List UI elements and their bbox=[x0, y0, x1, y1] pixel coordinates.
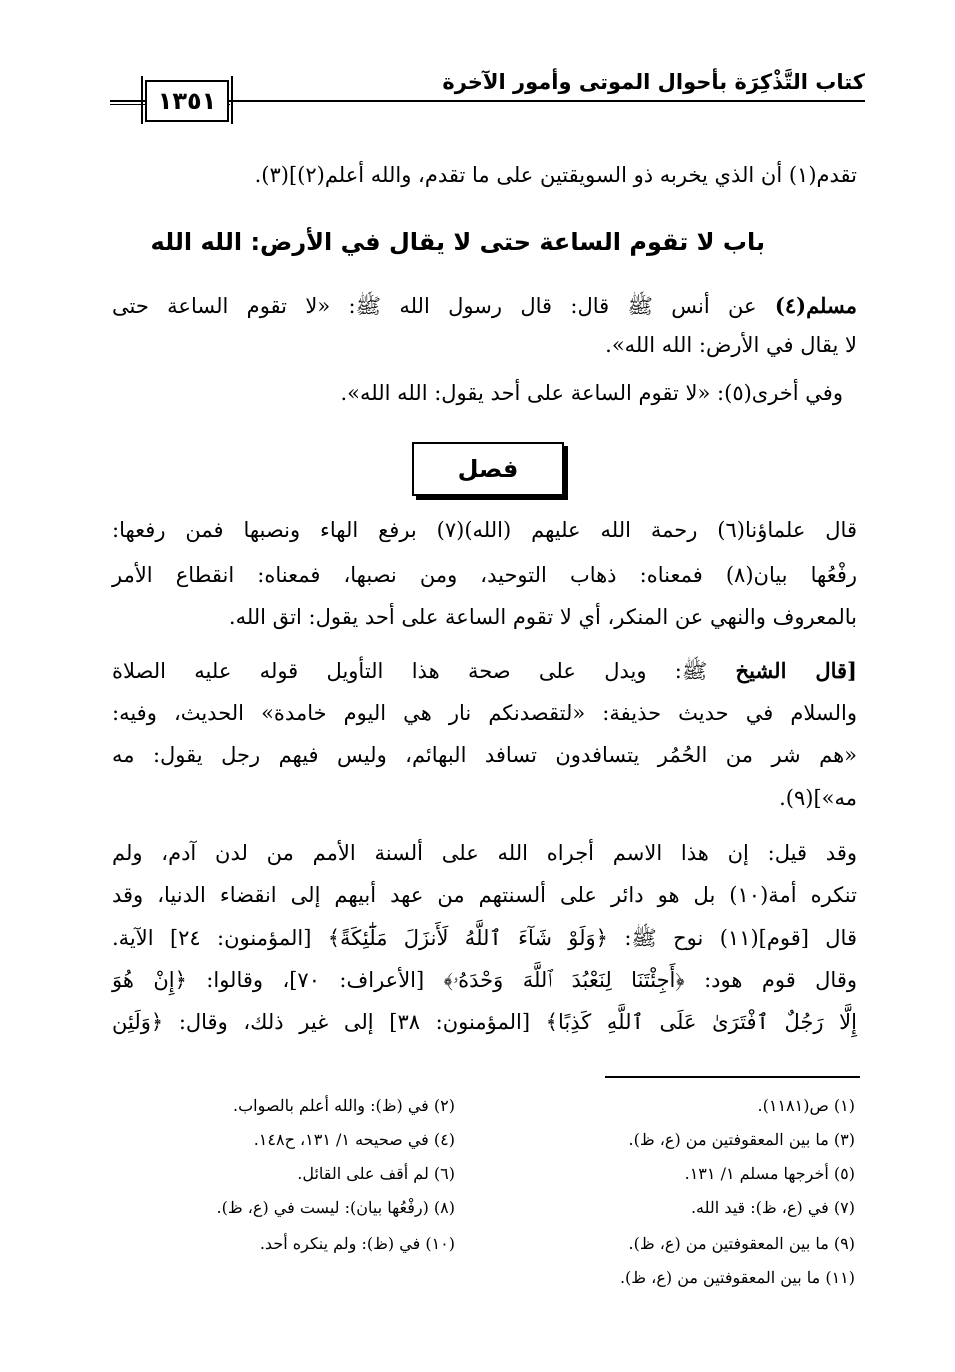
footnote: (٨) (رفْعُها بيان): ليست في (ع، ظ). bbox=[216, 1198, 455, 1217]
paragraph-line: والسلام في حديث حذيفة: «لتقصدنكم نار هي اليوم خامدة» الحديث، وفيه: bbox=[112, 701, 857, 725]
shaykh-label: [قال الشيخ bbox=[735, 658, 857, 683]
paragraph-line: بالمعروف والنهي عن المنكر، أي لا تقوم الساعة على أحد يقول: اتق الله. bbox=[228, 605, 857, 629]
hadith-text: عن أنس ﷺ قال: قال رسول الله ﷺ: «لا تقوم الساعة حتى bbox=[112, 294, 775, 318]
paragraph-line: وقال قوم هود: ﴿أَجِئْتَنَا لِنَعْبُدَ ٱللَّهَ وَحْدَهُۥ﴾ [الأعراف: ٧٠]، وقالوا: ﴿إِنْ هُوَ bbox=[112, 968, 857, 992]
section-label-box: فصل bbox=[412, 442, 564, 496]
text-line: تقدم(١) أن الذي يخربه ذو السويقتين على ما تقدم، والله أعلم(٢)](٣). bbox=[254, 163, 857, 187]
paragraph-line bbox=[112, 660, 857, 682]
paragraph-line: تنكره أمة(١٠) بل هو دائر على ألسنتهم من عهد أبيهم إلى انقضاء الدنيا، وقد bbox=[112, 883, 857, 907]
footnote: (٧) في (ع، ظ): قيد الله. bbox=[690, 1198, 855, 1217]
hadith-line: وفي أخرى(٥): «لا تقوم الساعة على أحد يقول: الله الله». bbox=[340, 381, 843, 405]
footnote: (٤) في صحيحه ١/ ١٣١، ح١٤٨. bbox=[253, 1130, 455, 1149]
source-name: مسلم(٤) bbox=[774, 293, 857, 318]
running-header-title: كتاب التَّذْكِرَة بأحوال الموتى وأمور الآخرة bbox=[442, 70, 865, 94]
footnote: (٩) ما بين المعقوفتين من (ع، ظ). bbox=[628, 1234, 855, 1253]
paragraph-line: وقد قيل: إن هذا الاسم أجراه الله على ألسنة الأمم من لدن آدم، ولم bbox=[112, 841, 857, 865]
paragraph-line: قال علماؤنا(٦) رحمة الله عليهم (الله)(٧) برفع الهاء ونصبها فمن رفعها: bbox=[112, 518, 857, 542]
chapter-title: باب لا تقوم الساعة حتى لا يقال في الأرض: الله الله bbox=[150, 228, 765, 256]
paragraph-line: رفْعُها بيان(٨) فمعناه: ذهاب التوحيد، ومن نصبها، فمعناه: انقطاع الأمر bbox=[112, 563, 858, 587]
footnote: (١٠) في (ظ): ولم ينكره أحد. bbox=[259, 1234, 455, 1253]
paragraph-line: مه»](٩). bbox=[779, 786, 857, 810]
paragraph-line: قال [قوم](١١) نوح ﷺ: ﴿وَلَوْ شَآءَ ٱللَّهُ لَأَنزَلَ مَلَٰٓئِكَةً﴾ [المؤمنون: ٢٤] الآية. bbox=[112, 926, 857, 950]
footnote: (١) ص(١١٨١). bbox=[757, 1096, 855, 1115]
paragraph-line: إِلَّا رَجُلٌ ٱفْتَرَىٰ عَلَى ٱللَّهِ كَذِبًا﴾ [المؤمنون: ٣٨] إلى غير ذلك، وقال: ﴿وَلَئِن bbox=[112, 1010, 857, 1034]
hadith-line: لا يقال في الأرض: الله الله». bbox=[605, 333, 857, 357]
footnote: (٦) لم أقف على القائل. bbox=[297, 1164, 455, 1183]
footnote: (٥) أخرجها مسلم ١/ ١٣١. bbox=[684, 1164, 855, 1183]
page-number: ١٣٥١ bbox=[145, 80, 229, 122]
paragraph-text: ﷺ: ويدل على صحة هذا التأويل قوله عليه الصلاة bbox=[112, 659, 736, 683]
footnote: (١١) ما بين المعقوفتين من (ع، ظ). bbox=[619, 1268, 855, 1287]
footnote: (٢) في (ظ): والله أعلم بالصواب. bbox=[233, 1096, 455, 1115]
footnote: (٣) ما بين المعقوفتين من (ع، ظ). bbox=[628, 1130, 855, 1149]
paragraph-line: «هم شر من الحُمُر يتسافدون تسافد البهائم، وليس فيهم رجل يقول: مه bbox=[112, 743, 857, 767]
hadith-line bbox=[112, 295, 857, 317]
footnote-rule bbox=[605, 1076, 860, 1078]
